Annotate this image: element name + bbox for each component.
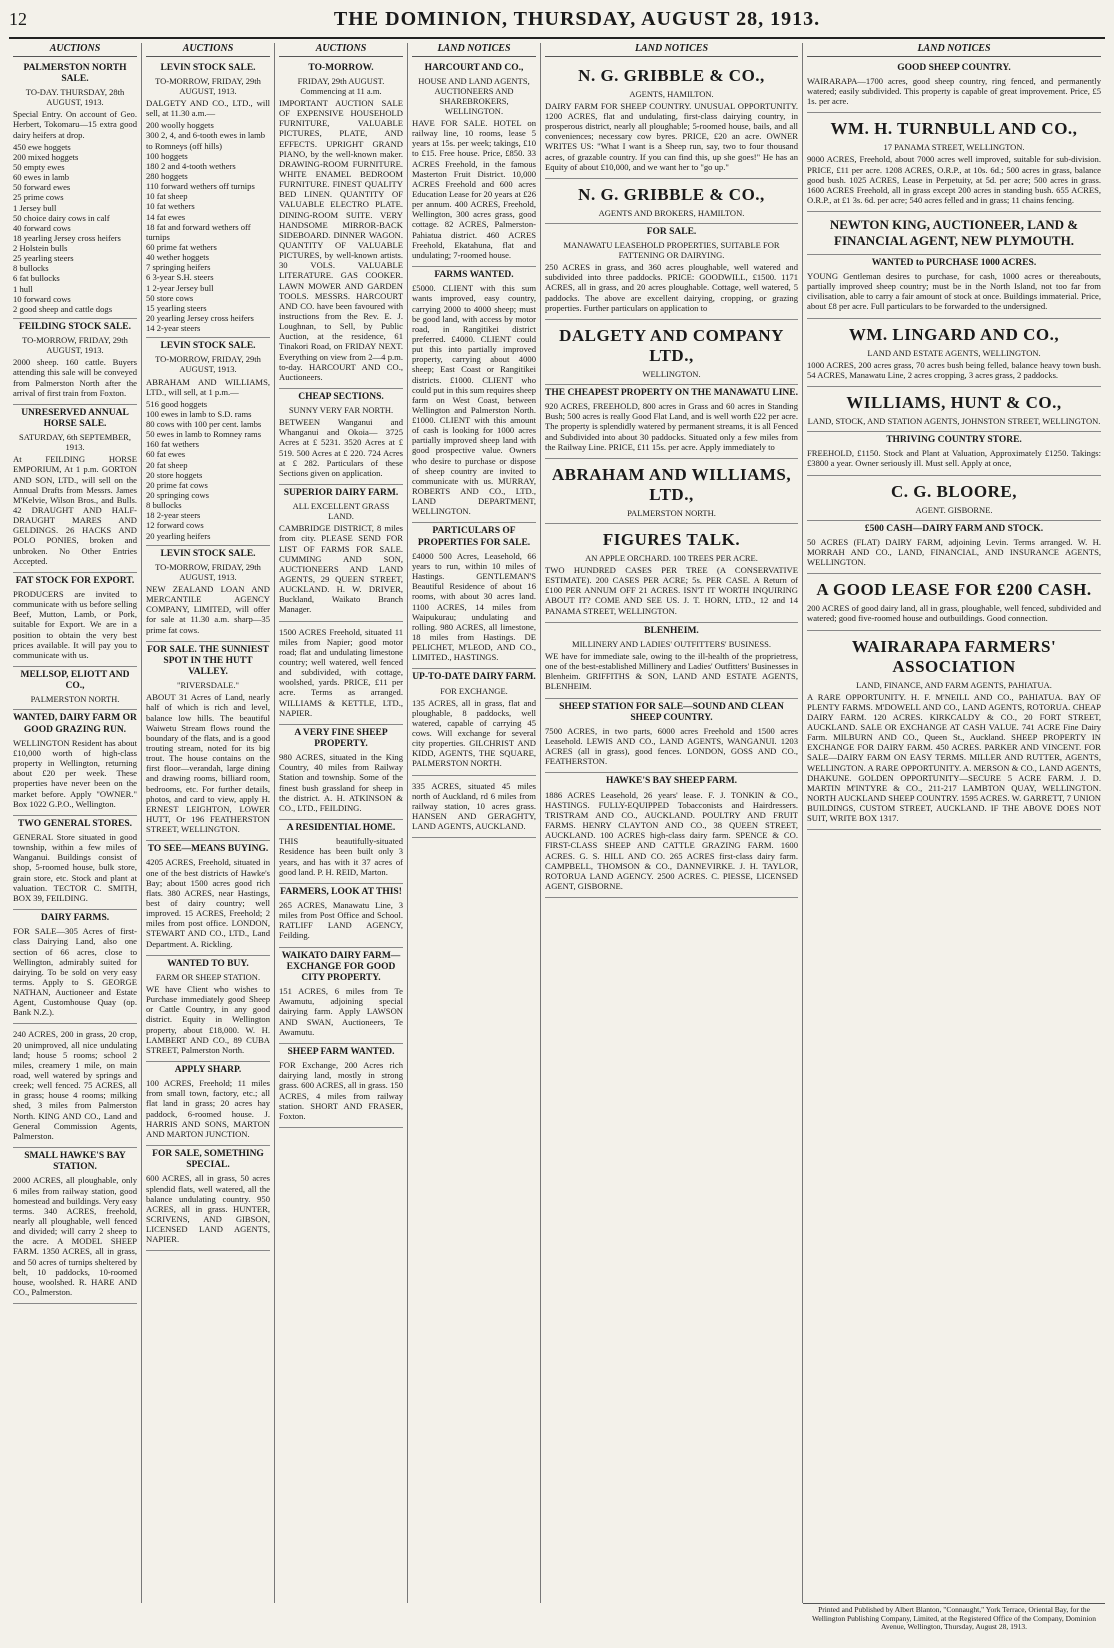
advertisement: [545, 524, 798, 623]
stock-list-item: 50 forward ewes: [13, 182, 71, 193]
ad-body: 135 ACRES, all in grass, flat and ploughable, 8 paddocks, well watered, capable of carrying 45 cows. Will exchange for several city properties. GILCHRIST AND KIDD, AGENTS, THE SQUARE, PALMERSTON NORTH.: [412, 697, 536, 769]
ad-body: 240 ACRES, 200 in grass, 20 crop, 20 unimproved, all nice undulating land; house 5 rooms; school 2 miles, creamery 1 mile, on main road, well watered by springs and creek; well fenced. 75 ACRES, all in grass; house 4 rooms; milking shed, 3 miles from Palmerston North. KING AND CO., Land and General Commission Agents, Palmerston.: [13, 1029, 137, 1141]
ad-subtitle: FRIDAY, 29th AUGUST. Commencing at 11 a.m.: [297, 76, 385, 97]
ad-headline: DALGETY AND COMPANY LTD.,: [559, 325, 784, 365]
stock-list-item: 20 store hoggets: [146, 469, 203, 480]
ad-subtitle: HOUSE AND LAND AGENTS, AUCTIONEERS AND SHAREBROKERS, WELLINGTON.: [418, 76, 530, 117]
column-heading: AUCTIONS: [146, 43, 270, 57]
ad-body: A RARE OPPORTUNITY. H. F. M'NEILL AND CO., PAHIATUA. BAY OF PLENTY FARMS. M'DOWELL AND CO., LAND AGENTS, ROTORUA. CHEAP DAIRY FARM. 120 ACRES. KIRKCALDY & CO., 20 FORT STREET, AUCKLAND. SALE OR EXCHANGE AT CASH VALUE. 741 ACRE Fine Dairy Farm. MILBURN AND CO., Queen St., Auckland. SHEEP PROPERTY IN EXCHANGE FOR DAIRY FARM. 450 ACRES. PARKER AND VINCENT. FOR SALE—DAIRY FARM ON EASY TERMS. MILLER AND RUTTER, AGENTS, WELLINGTON. A RARE OPPORTUNITY. A. MERSON & CO., LAND AGENTS, DHAKUNE. GOLDEN OPPORTUNITY—SECURE 5 ACRE FARM. J. D. MARTIN M'INTYRE & CO., 211-217 LAMBTON QUAY, WELLINGTON. NORTH AUCKLAND SHEEP COUNTRY. 1595 ACRES. W. GARRETT, 7 UNION BUILDINGS, CUSTOM STREET, AUCKLAND. IF THE ABOVE DOES NOT SUIT, WRITE BOX 1317.: [807, 691, 1101, 824]
ad-body: At FEILDING HORSE EMPORIUM, At 1 p.m. GORTON AND SON, LTD., will sell on the Annual Drafts from Messrs. James M'Kelvie, Wilson Bros., and Bulls. 42 DRAUGHT AND HALF-DRAUGHT MARES AND GELDINGS. 26 HACKS AND POLO PONIES, broken and unbroken. No Other Entries Accepted.: [13, 454, 137, 566]
stock-list-item: 100 ewes in lamb to S.D. rams: [146, 408, 252, 419]
stock-list-item: 20 prime fat cows: [146, 479, 208, 490]
advertisement: [13, 816, 137, 910]
ad-title: GOOD SHEEP COUNTRY.: [897, 62, 1011, 73]
stock-list-item: 20 yearling heifers: [146, 530, 211, 541]
ad-title: FOR SALE. THE SUNNIEST SPOT IN THE HUTT VALLEY.: [147, 644, 269, 678]
stock-list-item: 18 2-year steers: [146, 510, 201, 521]
masthead: [9, 8, 1105, 39]
ad-body: 980 ACRES, situated in the King Country, 40 miles from Railway Station and township. Some of the finest bush grassland for sheep in the district. A. H. ATKINSON & CO., LTD., FEILDING.: [279, 752, 403, 813]
ad-title: A RESIDENTIAL HOME.: [286, 823, 396, 834]
stock-list-item: 50 ewes in lamb to Romney rams: [146, 429, 262, 440]
advertisement: [545, 320, 798, 385]
stock-list-item: 200 mixed hoggets: [13, 151, 79, 162]
stock-list-item: 15 yearling steers: [146, 302, 207, 313]
ad-title: SUPERIOR DAIRY FARM.: [283, 488, 399, 499]
ad-body: GENERAL Store situated in good township, within a few miles of Wanganui. Buildings consist of shop, 5-roomed house, bulk store, grain store, etc. Stock and plant at valuation. TECTOR C. SMITH, BOX 39, FEILDING.: [13, 832, 137, 903]
advertisement: [146, 60, 270, 338]
stock-list: [146, 120, 270, 333]
ad-title: UNRESERVED ANNUAL HORSE SALE.: [21, 407, 129, 430]
stock-list-item: 18 fat and forward wethers off turnips: [146, 221, 251, 242]
stock-list-item: 60 fat ewes: [146, 449, 186, 460]
ad-subtitle: TO-MORROW, FRIDAY, 29th AUGUST, 1913.: [22, 335, 128, 356]
ad-title: LEVIN STOCK SALE.: [160, 341, 256, 352]
ad-body: 250 ACRES in grass, and 360 acres ploughable, well watered and subdivided into three paddocks. PRICE: GOODWILL, £1500. 1171 ACRES, all in grass, and 20 acres ploughable. Cottage, well watered, 5 paddocks. The above are excellent dairying, cropping, or grazing properties. Further particulars on application to: [545, 262, 798, 313]
stock-list-item: 14 2-year steers: [146, 323, 201, 334]
ad-body: ABOUT 31 Acres of Land, nearly half of which is rich and level, balance low hills. The beautiful Waiwetu Stream flows round the boundary of the flats, and is a good trouting stream, noted for its big trout. The house contains on the first floor—verandah, large dining and drawing rooms, billiard room, bedrooms, etc. For further details, photos, and card to view, apply H. ERNEST LEIGHTON, LOWER HUTT, Or 196 FEATHERSTON STREET, WELLINGTON.: [146, 692, 270, 835]
ad-body: 335 ACRES, situated 45 miles north of Auckland, rd 6 miles from railway station, 10 acres grass. HANSEN AND GERAGHTY, LAND AGENTS, AUCKLAND.: [412, 780, 536, 832]
ad-subtitle: TO-MORROW, FRIDAY, 29th AUGUST, 1913.: [155, 561, 261, 582]
advertisement: [146, 841, 270, 955]
ad-body: CAMBRIDGE DISTRICT, 8 miles from city. PLEASE SEND FOR LIST OF FARMS FOR SALE. CUMMING AND SON, AUCTIONEERS AND LAND AGENTS, 29 QUEEN STREET, AUCKLAND. H. W. DRIVER, Buckland, Waikato Branch Manager.: [279, 523, 403, 615]
ad-body: THIS beautifully-situated Residence has been built only 3 years, and has with it 37 acres of good land. P. H. REID, Marton.: [279, 836, 403, 877]
ad-body: IMPORTANT AUCTION SALE OF EXPENSIVE HOUSEHOLD FURNITURE, VALUABLE PICTURES, PLATE, AND EFFECTS. UPRIGHT GRAND PIANO, by the well-known maker. DRAWING-ROOM FURNITURE. WHITE ENAMEL BEDROOM FURNITURE. FINEST QUALITY BED LINEN. QUANTITY OF VALUABLE ELECTRO PLATE. DINING-ROOM SUITE. VERY HANDSOME MIRROR-BACK SIDEBOARD. DINNER WAGON. QUANTITY OF VALUABLE PICTURES, by well-known artists. 30 VOLS. VALUABLE LITERATURE. GAS COOKER. LAWN MOWER AND GARDEN TOOLS. MESSRS. HARCOURT AND CO. have been favoured with instructions from the Rev. E. J. Loughnan, to Sell, by Public Auction, at the residence, 61 Tinakori Road, on FRIDAY NEXT. Everything on view from 2—4 p.m. to-day. HARCOURT AND CO., Auctioneers.: [279, 98, 403, 382]
ad-subtitle: AGENT. GISBORNE.: [915, 504, 993, 515]
imprint-footer: Printed and Published by Albert Blanton, "Connaught," York Terrace, Oriental Bay, for the Wellington Publishing Company, Limited, at the Registered Office of the Company, Dominion Avenue, Wellington, Thursday, August 28, 1913.: [803, 1603, 1105, 1632]
advertisement: [412, 523, 536, 669]
ad-headline: N. G. GRIBBLE & CO.,: [578, 184, 765, 204]
ad-subtitle: SUNNY VERY FAR NORTH.: [288, 405, 394, 416]
ad-body: WE have for immediate sale, owing to the ill-health of the proprietress, one of the best-established Millinery and Ladies' Outfitters' Businesses in Blenheim. GRIFFITHS & SON, LAND AND ESTATE AGENTS, BLENHEIM.: [545, 650, 798, 692]
ad-title: FOR SALE.: [646, 226, 697, 237]
advertisement: [807, 476, 1101, 521]
column-6: [803, 43, 1105, 1603]
ad-subtitle: WELLINGTON.: [642, 368, 701, 379]
advertisement: [807, 60, 1101, 114]
ad-subtitle: AGENTS, HAMILTON.: [629, 88, 714, 99]
ad-title: DAIRY FARMS.: [40, 913, 110, 924]
stock-list-item: 20 fat sheep: [146, 459, 188, 470]
ad-title: UP-TO-DATE DAIRY FARM.: [412, 672, 536, 683]
ad-body: WAIRARAPA—1700 acres, good sheep country, ring fenced, and permanently watered; easily subdivided. This property is capable of great improvement. Price, £5 1s. per acre.: [807, 76, 1101, 107]
advertisement: [146, 642, 270, 842]
stock-list: [13, 142, 137, 314]
stock-list-item: 50 store cows: [146, 292, 194, 303]
column-3: [275, 43, 408, 1603]
stock-list-item: 1 Jersey bull: [13, 202, 57, 213]
ad-body: YOUNG Gentleman desires to purchase, for cash, 1000 acres or thereabouts, partially improved sheep country; must be in the North Island, not too far from civilisation, able to carry a fair amount of stock at once. Buildings immaterial. Price, about £8 per acre. Full particulars to be forwarded to the undersigned.: [807, 271, 1101, 312]
advertisement: [807, 113, 1101, 212]
ad-body: 1886 ACRES Leasehold, 26 years' lease. F. J. TONKIN & CO., HASTINGS. FULLY-EQUIPPED Tobacconists and Hairdressers. TRISTRAM AND CO., AUCKLAND. POULTRY AND FRUIT FARMS. HENRY CLAYTON AND CO., 38 QUEEN STREET, AUCKLAND. 100 ACRES high-class dairy farm. SPENCE & CO. FIRST-CLASS SHEEP AND CATTLE GRAZING FARM. 1600 ACRES. G. S. HILL AND CO. 265 ACRES first-class dairy farm. CAMPBELL, THOMSON & CO., DANNEVIRKE. J. H. TAYLOR, ROTORUA LAND AGENCY. 2500 ACRES. C. PIESSE, LICENSED AGENT, GISBORNE.: [545, 789, 798, 891]
advertisement: [807, 212, 1101, 255]
ad-body: 100 ACRES, Freehold; 11 miles from small town, factory, etc.; all flat land in grass; 20 acres hay paddock, 6-roomed house. J. HARRIS AND SONS, MARTON AND MARTON JUNCTION.: [146, 1078, 270, 1139]
ad-title: CHEAP SECTIONS.: [298, 391, 384, 402]
advertisement: [412, 669, 536, 775]
ad-body: 600 ACRES, all in grass, 50 acres splendid flats, well watered, all the balance undulating country. 950 ACRES, all in grass. HUNTER, SCRIVENS, AND GIBSON, LICENSED LAND AGENTS, NAPIER.: [146, 1173, 270, 1245]
stock-list-item: 2 good sheep and cattle dogs: [13, 303, 113, 314]
ad-title: TWO GENERAL STORES.: [17, 818, 133, 829]
ad-subtitle: LAND AND ESTATE AGENTS, WELLINGTON.: [867, 347, 1041, 358]
advertisement: [545, 385, 798, 459]
ad-title: MELLSOP, ELIOTT AND CO.,: [20, 670, 130, 692]
stock-list-item: 60 ewes in lamb: [13, 172, 70, 183]
column-heading: AUCTIONS: [13, 43, 137, 57]
ad-title: PALMERSTON NORTH SALE.: [23, 62, 127, 84]
stock-list-item: 18 yearling Jersey cross heifers: [13, 232, 121, 243]
advertisement: [13, 667, 137, 710]
newspaper-title: THE DOMINION, THURSDAY, AUGUST 28, 1913.: [333, 8, 821, 30]
stock-list-item: 516 good hoggets: [146, 398, 208, 409]
stock-list-item: 200 woolly hoggets: [146, 120, 214, 131]
ad-title: FARMS WANTED.: [434, 270, 514, 281]
ad-body: 151 ACRES, 6 miles from Te Awamutu, adjoining special dairying farm. Apply LAWSON AND SWAN, Auctioneers, Te Awamutu.: [279, 986, 403, 1037]
advertisement: [545, 179, 798, 224]
ad-body: ABRAHAM AND WILLIAMS, LTD., will sell, at 1 p.m.—: [146, 376, 270, 397]
stock-list-item: 10 fat sheep: [146, 191, 188, 202]
advertisement: [279, 485, 403, 622]
ad-title: PARTICULARS OF PROPERTIES FOR SALE.: [417, 526, 531, 548]
ad-title: THE CHEAPEST PROPERTY ON THE MANAWATU LINE.: [545, 387, 798, 398]
ad-headline: NEWTON KING, AUCTIONEER, LAND & FINANCIAL AGENT, NEW PLYMOUTH.: [829, 217, 1079, 248]
ad-body: FREEHOLD, £1150. Stock and Plant at Valuation, Approximately £1250. Takings: £3800 a year. Owner seriously ill. Must sell. Apply at once,: [807, 448, 1101, 469]
advertisement: [807, 432, 1101, 475]
ad-body: 1000 ACRES, 200 acres grass, 70 acres bush being felled, balance heavy town bush. 54 ACRES, Manawatu Line, 2 acres cropping, 3 acres grass, 2 paddocks.: [807, 359, 1101, 380]
advertisement: [807, 387, 1101, 432]
ad-body: 9000 ACRES, Freehold, about 7000 acres well improved, suitable for sub-division. PRICE, £11 per acre. 1208 ACRES, O.R.P., at 10s. 6d.; 500 acres in grass, balance good bush. 1025 ACRES, Lease in Perpetuity, at 5d. per acre; 500 acres in grass. 1600 ACRES Freehold, all in grass except 200 acres in standing bush. 655 ACRES, O.R.P., at £1 3s. 6d. per acre; 540 acres felled and in grass; 11 chains fencing.: [807, 154, 1101, 206]
advertisement: [146, 956, 270, 1062]
ad-title: FEILDING STOCK SALE.: [18, 322, 131, 333]
advertisement: [279, 622, 403, 725]
stock-list-item: 160 fat wethers: [146, 439, 199, 450]
ad-subtitle: MILLINERY AND LADIES' OUTFITTERS' BUSINESS.: [572, 638, 771, 649]
stock-list-item: 10 fat wethers: [146, 201, 195, 212]
advertisement: [146, 546, 270, 642]
ad-title: HAWKE'S BAY SHEEP FARM.: [605, 776, 738, 787]
ad-headline: N. G. GRIBBLE & CO.,: [578, 65, 765, 85]
ad-title: LEVIN STOCK SALE.: [160, 62, 256, 73]
ad-title: WANTED to PURCHASE 1000 ACRES.: [871, 257, 1037, 268]
ad-body: NEW ZEALAND LOAN AND MERCANTILE AGENCY COMPANY, LIMITED, will offer for sale at 11.30 a.m. sharp—35 prime fat cows.: [146, 583, 270, 635]
ad-title: FARMERS, LOOK AT THIS!: [280, 886, 402, 897]
ad-body: Special Entry. On account of Geo. Herbert, Tokomaru—15 extra good dairy heifers at drop.: [13, 109, 137, 140]
ad-title: WANTED, DAIRY FARM OR GOOD GRAZING RUN.: [13, 713, 137, 735]
columns: [9, 43, 1105, 1603]
advertisement: [545, 699, 798, 774]
advertisement: [13, 1024, 137, 1148]
advertisement: [807, 319, 1101, 387]
ad-headline: WM. LINGARD AND CO.,: [848, 324, 1060, 344]
ad-title: SHEEP FARM WANTED.: [287, 1046, 395, 1057]
stock-list-item: 300 2, 4, and 6-tooth ewes in lamb to Romneys (off hills): [146, 130, 266, 151]
advertisement: [545, 60, 798, 179]
ad-title: APPLY SHARP.: [174, 1064, 242, 1075]
stock-list-item: 6 fat bullocks: [13, 273, 60, 284]
advertisement: [13, 319, 137, 405]
ad-body: 920 ACRES, FREEHOLD, 800 acres in Grass and 60 acres in Standing Bush; 500 acres is really Good Flat Land, and is well worth £22 per acre. The property is splendidly watered by permanent streams, it is all Fenced and Subdivided into about 30 paddocks. Situated only a few miles from the Railway Line. PRICE, £11 15s. per acre. Apply immediately to: [545, 401, 798, 452]
stock-list-item: 110 forward wethers off turnips: [146, 181, 255, 192]
ad-headline: WAIRARAPA FARMERS' ASSOCIATION: [851, 636, 1057, 676]
advertisement: [279, 884, 403, 948]
stock-list-item: 2 Holstein bulls: [13, 243, 68, 254]
advertisement: [279, 60, 403, 389]
column-1: [9, 43, 142, 1603]
ad-headline: A GOOD LEASE FOR £200 CASH.: [816, 580, 1092, 600]
advertisement: [146, 338, 270, 545]
stock-list-item: 450 ewe hoggets: [13, 141, 71, 152]
ad-body: BETWEEN Wanganui and Whanganui and Okoia— 3725 Acres at £ 5231. 3520 Acres at £ 519. 500 Acres at £ 220. 724 Acres at £ 282. Particulars of these Sections given on application.: [279, 417, 403, 478]
stock-list-item: 25 yearling steers: [13, 253, 74, 264]
column-heading: LAND NOTICES: [545, 43, 798, 57]
ad-body: 2000 sheep. 160 cattle. Buyers attending this sale will be conveyed from Palmerston North after the arrival of first train from Foxton.: [13, 357, 137, 398]
ad-body: DAIRY FARM FOR SHEEP COUNTRY. UNUSUAL OPPORTUNITY. 1200 ACRES, flat and undulating, first-class dairying country, in prosperous district, nearly all ploughable; 5-roomed house, bails, and all conveniences; necessary cow byres. PRICE, £20 an acre. OWNER WRITES US: "What I want is a Sheep run, say, two to four thousand acres, of grazable country. If you can find this, up she goes!" He has an Equity of about £10,000, and we want her to "go up.": [545, 100, 798, 172]
column-heading: AUCTIONS: [279, 43, 403, 57]
advertisement: [807, 255, 1101, 319]
ad-headline: ABRAHAM AND WILLIAMS, LTD.,: [551, 464, 792, 504]
stock-list-item: 14 fat ewes: [146, 211, 186, 222]
ad-subtitle: TO-MORROW, FRIDAY, 29th AUGUST, 1913.: [155, 354, 261, 375]
ad-subtitle: TO-DAY. THURSDAY, 28th AUGUST, 1913.: [25, 87, 125, 108]
ad-headline: FIGURES TALK.: [602, 529, 741, 549]
stock-list-item: 8 bullocks: [146, 500, 182, 511]
stock-list-item: 20 springing cows: [146, 490, 210, 501]
ad-body: WELLINGTON Resident has about £10,000 worth of high-class property in Wellington, returning about £20 per week. These properties have never been on the market before. Apply "OWNER." Box 1022 G.P.O., Wellington.: [13, 737, 137, 809]
advertisement: [279, 948, 403, 1044]
stock-list-item: 6 3-year S.H. steers: [146, 272, 214, 283]
ad-body: £4000 500 Acres, Leasehold, 66 years to run, within 10 miles of Hastings. GENTLEMAN'S Beautiful Residence of about 16 rooms, with about 30 acres land. 1100 ACRES, 14 miles from Waipukurau; undulating and rolling. 980 ACRES, all limestone, 18 miles from Hastings. DE PELICHET, M'LEOD, AND CO., LIMITED., HASTINGS.: [412, 550, 536, 663]
stock-list-item: 40 forward cows: [13, 222, 71, 233]
ad-title: SHEEP STATION FOR SALE—SOUND AND CLEAN SHEEP COUNTRY.: [559, 701, 784, 723]
ad-body: 200 ACRES of good dairy land, all in grass, ploughable, well fenced, subdivided and watered; good five-roomed house and outbuildings. Good connection.: [807, 603, 1101, 624]
ad-subtitle: SATURDAY, 6th SEPTEMBER, 1913.: [19, 432, 131, 453]
ad-subtitle: AGENTS AND BROKERS, HAMILTON.: [598, 207, 745, 218]
advertisement: [545, 459, 798, 524]
column-2: [142, 43, 275, 1603]
ad-body: FOR SALE—305 Acres of first-class Dairying Land, also one section of 66 acres, close to Wellington, admirably suited for dairying. To be sold on very easy terms. Apply to S. GEORGE NATHAN, Auctioneer and Estate Agent, Customhouse Quay (op. Bank N.Z.).: [13, 926, 137, 1018]
advertisement: [146, 1146, 270, 1251]
ad-title: WANTED TO BUY.: [167, 958, 249, 969]
ad-body: 4205 ACRES, Freehold, situated in one of the best districts of Hawke's Bay; about 1500 acres good rich flats. 380 ACRES, near Hastings, best of dairy country; well improved. 15 ACRES, Freehold; 2 miles from post office. LONDON, STEWART AND CO., LTD., Land Department. A. Rickling.: [146, 857, 270, 949]
stock-list-item: 12 forward cows: [146, 520, 204, 531]
advertisement: [279, 1044, 403, 1128]
advertisement: [13, 405, 137, 573]
ad-title: TO SEE—MEANS BUYING.: [147, 844, 269, 855]
stock-list-item: 50 choice dairy cows in calf: [13, 212, 110, 223]
stock-list-item: 180 2 and 4-tooth wethers: [146, 160, 236, 171]
ad-body: 265 ACRES, Manawatu Line, 3 miles from Post Office and School. RATLIFF LAND AGENCY, Feilding.: [279, 900, 403, 941]
stock-list-item: 50 empty ewes: [13, 161, 65, 172]
ad-body: DALGETY AND CO., LTD., will sell, at 11.30 a.m.—: [146, 98, 270, 119]
stock-list-item: 100 hoggets: [146, 150, 188, 161]
stock-list-item: 1 hull: [13, 283, 33, 294]
ad-subtitle: ALL EXCELLENT GRASS LAND.: [292, 501, 390, 522]
ad-headline: WILLIAMS, HUNT & CO.,: [846, 392, 1062, 412]
ad-body: HAVE FOR SALE. HOTEL on railway line, 10 rooms, lease 5 years at 15s. per week; takings, £10 to £15. Free house. Price, £850. 33 ACRES Freehold, in the famous Masterton Fruit District. 10,000 ACRES Freehold and 600 acres Education Lease for 20 years at £26 per annum. 400 ACRES, Freehold, Wellington, 300 acres grass, good cottage. 82 ACRES, Palmerston-Pahiatua district. 460 ACRES Freehold, Ekatahuna, flat and undulating; 7-roomed house.: [412, 118, 536, 260]
ad-subtitle: LAND, FINANCE, AND FARM AGENTS, PAHIATUA.: [856, 679, 1052, 690]
page-number: 12: [9, 9, 27, 29]
advertisement: [279, 820, 403, 884]
column-heading: LAND NOTICES: [412, 43, 536, 57]
stock-list-item: 8 bullocks: [13, 263, 49, 274]
ad-body: PRODUCERS are invited to communicate with us before selling Beef, Mutton, Lamb, or Pork, suitable for Export. We are in a position to obtain the very best prices available. It will pay you to communicate with us.: [13, 589, 137, 660]
ad-title: WAIKATO DAIRY FARM—EXCHANGE FOR GOOD CITY PROPERTY.: [281, 950, 401, 983]
ad-subtitle: "RIVERSDALE.": [177, 680, 239, 691]
advertisement: [807, 631, 1101, 831]
ad-subtitle: TO-MORROW, FRIDAY, 29th AUGUST, 1913.: [155, 76, 261, 97]
ad-body: TWO HUNDRED CASES PER TREE (A CONSERVATIVE ESTIMATE). 200 CASES PER ACRE; 5s. PER CASE. A Return of £100 PER ANNUM OFF 21 ACRES. ISN'T IT WORTH INQUIRING ABOUT IT? COME AND SEE US. J. T. HORN, LTD., 12 and 14 PANAMA STREET, WELLINGTON.: [545, 565, 798, 616]
ad-subtitle: PALMERSTON NORTH.: [30, 694, 120, 705]
advertisement: [13, 910, 137, 1024]
advertisement: [412, 776, 536, 839]
ad-body: FOR Exchange, 200 Acres rich dairying land, mostly in strong grass. 600 ACRES, all in grass. 150 ACRES, 4 miles from railway station. SHORT AND FRASER, Foxton.: [279, 1060, 403, 1121]
advertisement: [412, 60, 536, 267]
stock-list-item: 20 yearling Jersey cross heifers: [146, 312, 254, 323]
stock-list-item: 80 cows with 100 per cent. lambs: [146, 419, 262, 430]
stock-list-item: 1 2-year Jersey bull: [146, 282, 214, 293]
ad-title: TO-MORROW.: [308, 62, 374, 73]
ad-title: FOR SALE, SOMETHING SPECIAL.: [152, 1149, 264, 1171]
stock-list-item: 10 forward cows: [13, 293, 71, 304]
ad-subtitle: FARM OR SHEEP STATION.: [155, 971, 261, 982]
stock-list-item: 7 springing heifers: [146, 262, 211, 273]
stock-list-item: 60 prime fat wethers: [146, 242, 217, 252]
advertisement: [13, 573, 137, 667]
ad-title: SMALL HAWKE'S BAY STATION.: [24, 1151, 126, 1173]
advertisement: [545, 224, 798, 320]
ad-title: BLENHEIM.: [644, 625, 699, 636]
ad-body: WE have Client who wishes to Purchase immediately good Sheep or Cattle Country, in any good district. Equity in Wellington property, about £18,000. W. H. LAMBERT AND CO., 89 CUBA STREET, Palmerston North.: [146, 983, 270, 1055]
ad-body: £5000. CLIENT with this sum wants improved, easy country, carrying 2000 to 4000 sheep; must be good land, with access by motor road, in Rangitikei district preferred. £4000. CLIENT could put this into partially improved property, carrying about 4000 sheep; East Coast or Rangitikei districts. £1000. CLIENT who could put in this sum requires sheep farm on West Coast, between Wellington and Palmerston North. £1000. CLIENT with this amount of cash is looking for 1000 acres partially improved sheep land with good prospective value. Owners who desire to purchase or dispose of sheep country are invited to communicate with us. MURRAY, ROBERTS AND CO., LTD., LAND DEPARTMENT, WELLINGTON.: [412, 283, 536, 517]
ad-headline: C. G. BLOORE,: [891, 481, 1017, 501]
ad-body: 1500 ACRES Freehold, situated 11 miles from Napier; good motor road; flat and undulating limestone country; well watered, well fenced and subdivided, with cottage, woolshed, yards. PRICE, £11 per acre. Terms as arranged. WILLIAMS & KETTLE, LTD., NAPIER.: [279, 626, 403, 718]
advertisement: [13, 60, 137, 319]
advertisement: [279, 725, 403, 820]
advertisement: [146, 1062, 270, 1146]
advertisement: [279, 389, 403, 485]
ad-title: FAT STOCK FOR EXPORT.: [15, 575, 135, 586]
ad-title: THRIVING COUNTRY STORE.: [886, 435, 1022, 446]
advertisement: [807, 574, 1101, 630]
advertisement: [13, 1148, 137, 1304]
ad-subtitle: AN APPLE ORCHARD. 100 TREES PER ACRE.: [585, 553, 758, 564]
ad-title: HARCOURT AND CO.,: [424, 62, 524, 73]
ad-body: 50 ACRES (FLAT) DAIRY FARM, adjoining Levin. Terms arranged. W. H. MORRAH AND CO., LAND, FINANCIAL, AND INSURANCE AGENTS, WELLINGTON.: [807, 536, 1101, 568]
ad-title: LEVIN STOCK SALE.: [160, 548, 256, 559]
column-heading: LAND NOTICES: [807, 43, 1101, 57]
advertisement: [807, 521, 1101, 575]
ad-body: 7500 ACRES, in two parts, 6000 acres Freehold and 1500 acres Leasehold. LEWIS AND CO., LAND AGENTS, WANGANUI. 1203 ACRES (all in grass), good fences. LONDON, GOSS AND CO., FEATHERSTON.: [545, 725, 798, 767]
column-5: [541, 43, 803, 1603]
ad-subtitle: FOR EXCHANGE.: [440, 685, 508, 696]
advertisement: [412, 267, 536, 523]
ad-subtitle: 17 PANAMA STREET, WELLINGTON.: [883, 142, 1025, 153]
stock-list-item: 40 wether hoggets: [146, 252, 210, 263]
ad-title: A VERY FINE SHEEP PROPERTY.: [294, 727, 388, 749]
newspaper-page: [9, 8, 1105, 1632]
advertisement: [13, 710, 137, 815]
advertisement: [545, 623, 798, 699]
stock-list: [146, 399, 270, 541]
ad-subtitle: PALMERSTON NORTH.: [627, 507, 716, 518]
ad-subtitle: LAND, STOCK, AND STATION AGENTS, JOHNSTON STREET, WELLINGTON.: [807, 416, 1101, 426]
ad-body: 2000 ACRES, all ploughable, only 6 miles from railway station, good homestead and buildings. Very easy terms. 340 ACRES, freehold, nearly all ploughable, well fenced and divided; will carry 2 sheep to the acre. A MODEL SHEEP FARM. 1350 ACRES, all in grass, and 50 acres of turnips sheltered by belt, 10 paddocks, 10-roomed house, woolshed. R. HARE AND CO., Palmerston.: [13, 1175, 137, 1297]
ad-headline: WM. H. TURNBULL AND CO.,: [830, 119, 1078, 139]
stock-list-item: 25 prime cows: [13, 192, 64, 203]
ad-title: £500 CASH—DAIRY FARM AND STOCK.: [864, 523, 1044, 534]
column-4: [408, 43, 541, 1603]
ad-subtitle: MANAWATU LEASEHOLD PROPERTIES, SUITABLE FOR FATTENING OR DAIRYING.: [563, 240, 780, 261]
stock-list-item: 280 hoggets: [146, 171, 188, 182]
advertisement: [545, 773, 798, 898]
